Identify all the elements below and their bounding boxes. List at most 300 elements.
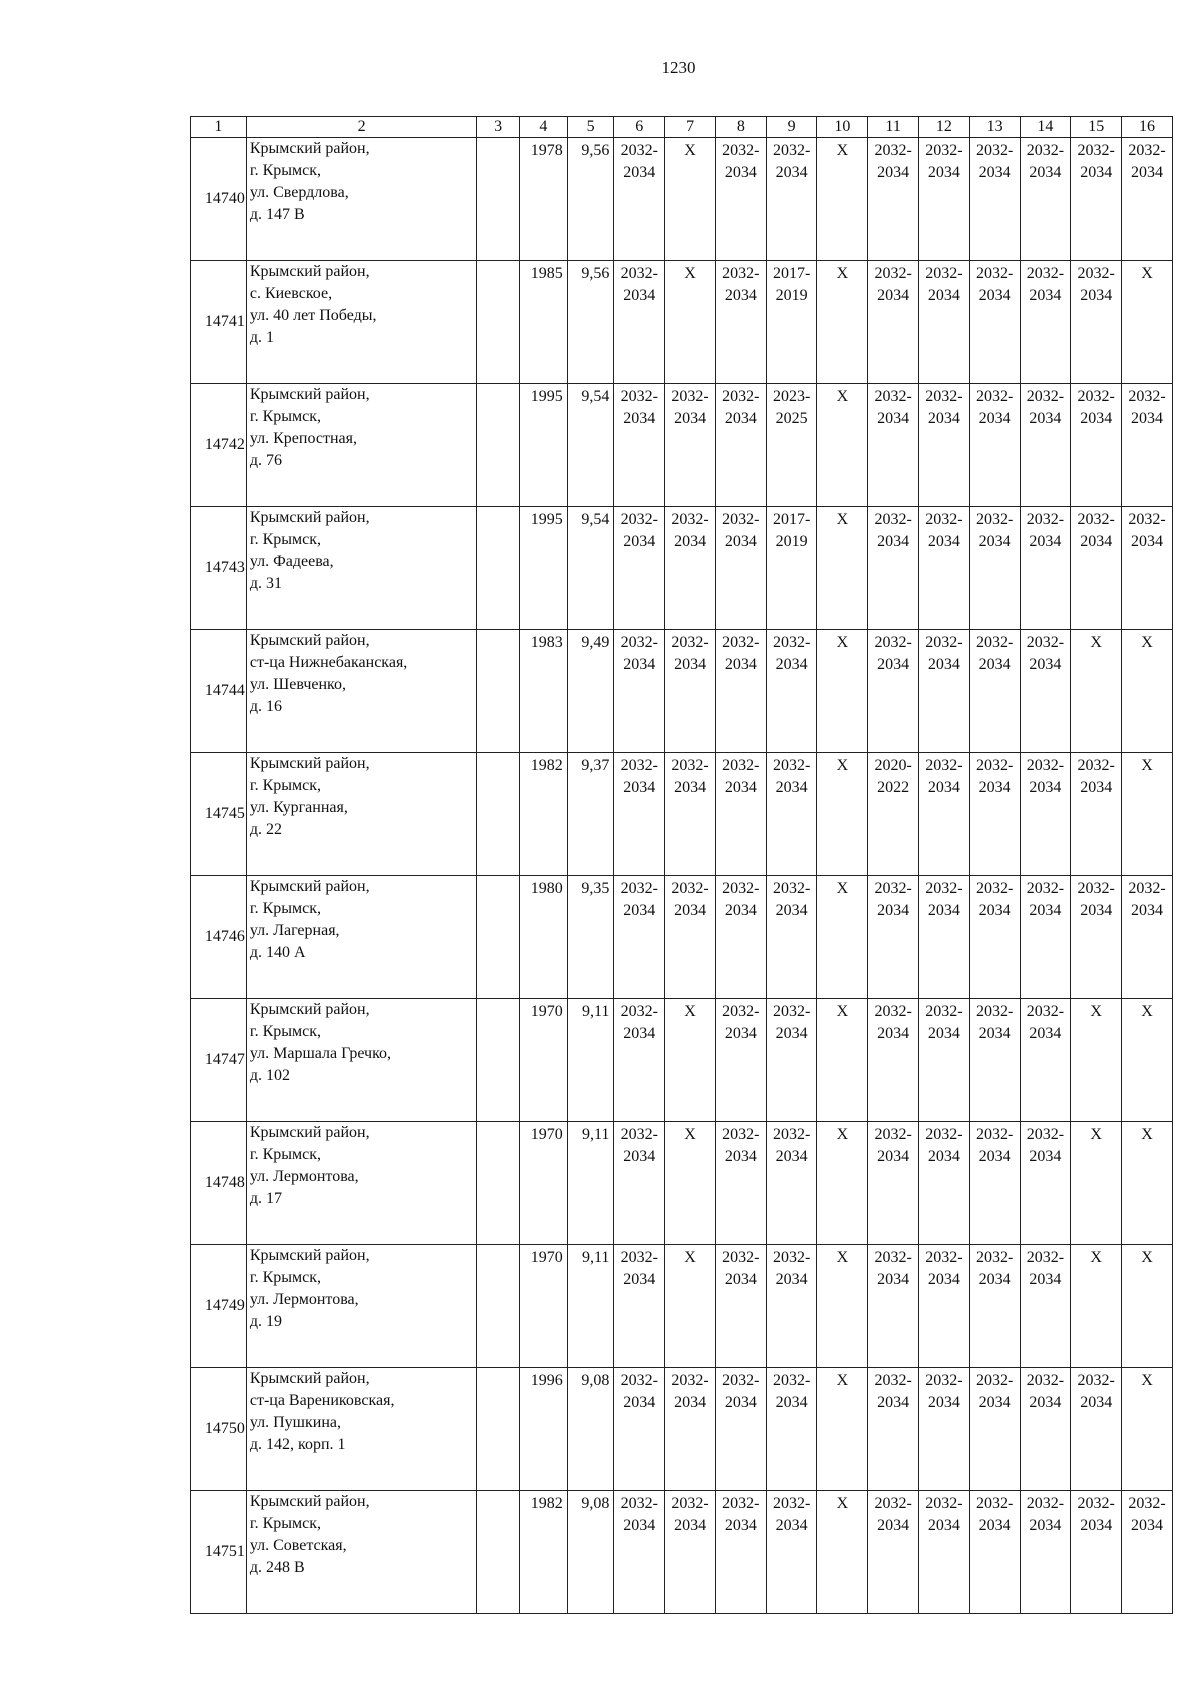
period-cell-col-14 <box>1020 138 1071 261</box>
period-start: 2032- <box>976 634 1014 651</box>
period-start: 2032- <box>772 1249 811 1266</box>
address-line: ул. 40 лет Победы, <box>249 307 377 324</box>
period-cell-col-12 <box>919 138 970 261</box>
period-end: 2034 <box>978 410 1011 427</box>
column-header-12: 12 <box>919 117 970 138</box>
column-header-10: 10 <box>817 117 868 138</box>
address-line: г. Крымск, <box>249 1269 322 1286</box>
period-start: 2032- <box>874 1495 912 1512</box>
period-end: 2034 <box>623 1148 656 1165</box>
address-line: Крымский район, <box>249 386 370 403</box>
table-row <box>191 138 1173 261</box>
period-end: 2034 <box>623 164 656 181</box>
period-end: 2034 <box>927 1148 960 1165</box>
period-cell-col-15 <box>1071 753 1122 876</box>
period-end: 2034 <box>978 779 1011 796</box>
period-end: 2034 <box>623 1025 656 1042</box>
period-end: 2034 <box>978 164 1011 181</box>
period-end: 2034 <box>724 1517 757 1534</box>
period-start: 2032- <box>925 1495 963 1512</box>
period-start: 2032- <box>976 1003 1014 1020</box>
table-row <box>191 630 1173 753</box>
address-line: д. 22 <box>249 821 282 838</box>
address-cell <box>246 1122 477 1245</box>
period-cell-col-13 <box>969 753 1020 876</box>
period-start: 2032- <box>925 634 963 651</box>
period-cell-col-11 <box>868 1368 919 1491</box>
header-row <box>191 117 1173 138</box>
period-start: 2032- <box>722 880 760 897</box>
period-end: 2034 <box>724 1148 757 1165</box>
value-cell: 9,54 <box>567 507 614 630</box>
period-end: 2034 <box>877 1148 910 1165</box>
period-cell-col-10: X <box>817 1245 868 1368</box>
period-start: 2020- <box>874 757 912 774</box>
period-start: 2032- <box>620 634 658 651</box>
period-cell-col-11 <box>868 630 919 753</box>
period-start: 2032- <box>976 757 1014 774</box>
period-cell-col-14 <box>1020 261 1071 384</box>
period-start: 2032- <box>976 880 1014 897</box>
value-cell: 9,37 <box>567 753 614 876</box>
table-row <box>191 876 1173 999</box>
period-cell-col-9 <box>766 1491 817 1614</box>
column-header-1: 1 <box>191 117 247 138</box>
period-cell-col-7 <box>665 876 716 999</box>
period-cell-col-13 <box>969 1491 1020 1614</box>
address-cell <box>246 1245 477 1368</box>
period-end: 2034 <box>1131 1517 1164 1534</box>
period-cell-col-15: X <box>1071 630 1122 753</box>
period-end: 2034 <box>927 902 960 919</box>
address-line: г. Крымск, <box>249 531 322 548</box>
period-end: 2034 <box>775 1271 808 1288</box>
period-end: 2034 <box>877 1394 910 1411</box>
column-3-cell <box>477 261 520 384</box>
period-end: 2034 <box>724 410 757 427</box>
period-end: 2034 <box>623 1394 656 1411</box>
period-cell-col-12 <box>919 261 970 384</box>
period-cell-col-16: X <box>1122 1368 1173 1491</box>
period-start: 2032- <box>1026 265 1065 282</box>
address-cell <box>246 630 477 753</box>
period-end: 2025 <box>775 410 808 427</box>
period-cell-col-15 <box>1071 138 1122 261</box>
column-3-cell <box>477 1491 520 1614</box>
period-cell-col-14 <box>1020 1368 1071 1491</box>
period-cell-col-14 <box>1020 753 1071 876</box>
period-cell-col-16 <box>1122 507 1173 630</box>
period-end: 2034 <box>927 779 960 796</box>
period-end: 2034 <box>978 656 1011 673</box>
address-cell <box>246 999 477 1122</box>
table-row <box>191 1122 1173 1245</box>
period-end: 2034 <box>1131 902 1164 919</box>
period-cell-col-8 <box>715 384 766 507</box>
column-3-cell <box>477 507 520 630</box>
period-end: 2034 <box>1029 902 1062 919</box>
period-end: 2034 <box>978 1148 1011 1165</box>
year-cell: 1996 <box>520 1368 568 1491</box>
period-start: 2032- <box>620 265 658 282</box>
period-start: 2032- <box>976 388 1014 405</box>
period-end: 2034 <box>724 779 757 796</box>
period-start: 2032- <box>1128 1495 1166 1512</box>
year-cell: 1995 <box>520 384 568 507</box>
column-header-2: 2 <box>246 117 477 138</box>
period-start: 2032- <box>722 1372 760 1389</box>
address-line: д. 102 <box>249 1067 290 1084</box>
period-cell-col-16: X <box>1122 630 1173 753</box>
period-end: 2034 <box>978 1271 1011 1288</box>
period-end: 2034 <box>1029 1148 1062 1165</box>
address-line: Крымский район, <box>249 263 370 280</box>
year-cell: 1995 <box>520 507 568 630</box>
period-start: 2032- <box>722 265 760 282</box>
period-cell-col-14 <box>1020 507 1071 630</box>
period-end: 2019 <box>775 533 808 550</box>
period-cell-col-11 <box>868 261 919 384</box>
value-cell: 9,56 <box>567 138 614 261</box>
period-start: 2032- <box>874 1372 912 1389</box>
period-start: 2032- <box>874 1126 912 1143</box>
period-end: 2034 <box>1029 779 1062 796</box>
table-row <box>191 999 1173 1122</box>
table-body <box>191 138 1173 1614</box>
period-start: 2032- <box>925 1003 963 1020</box>
period-cell-col-8 <box>715 876 766 999</box>
period-end: 2019 <box>775 287 808 304</box>
period-cell-col-10: X <box>817 630 868 753</box>
address-line: г. Крымск, <box>249 777 322 794</box>
period-start: 2032- <box>620 880 658 897</box>
period-start: 2032- <box>722 1003 760 1020</box>
period-start: 2032- <box>1077 388 1115 405</box>
period-start: 2032- <box>1026 1126 1065 1143</box>
period-cell-col-12 <box>919 1122 970 1245</box>
row-number: 14744 <box>191 630 247 753</box>
period-start: 2032- <box>976 142 1014 159</box>
period-cell-col-8 <box>715 1122 766 1245</box>
period-start: 2032- <box>772 1126 811 1143</box>
address-cell <box>246 384 477 507</box>
period-end: 2034 <box>927 533 960 550</box>
period-cell-col-9 <box>766 876 817 999</box>
period-cell-col-8 <box>715 630 766 753</box>
period-cell-col-14 <box>1020 999 1071 1122</box>
period-end: 2034 <box>978 287 1011 304</box>
column-header-6: 6 <box>614 117 665 138</box>
period-cell-col-14 <box>1020 1245 1071 1368</box>
period-cell-col-14 <box>1020 384 1071 507</box>
period-end: 2034 <box>724 287 757 304</box>
period-cell-col-12 <box>919 1245 970 1368</box>
period-start: 2032- <box>925 757 963 774</box>
address-cell <box>246 507 477 630</box>
address-line: г. Крымск, <box>249 162 322 179</box>
period-start: 2032- <box>976 265 1014 282</box>
period-start: 2032- <box>671 388 709 405</box>
address-line: г. Крымск, <box>249 1146 322 1163</box>
year-cell: 1978 <box>520 138 568 261</box>
period-cell-col-6 <box>614 261 665 384</box>
period-end: 2034 <box>1029 287 1062 304</box>
column-3-cell <box>477 138 520 261</box>
period-end: 2034 <box>674 1394 707 1411</box>
period-cell-col-7: X <box>665 1122 716 1245</box>
period-end: 2034 <box>623 533 656 550</box>
period-cell-col-6 <box>614 1245 665 1368</box>
period-start: 2032- <box>874 265 912 282</box>
row-number: 14745 <box>191 753 247 876</box>
period-start: 2032- <box>1026 1249 1065 1266</box>
row-number: 14743 <box>191 507 247 630</box>
address-line: г. Крымск, <box>249 1023 322 1040</box>
period-start: 2032- <box>772 1372 811 1389</box>
period-start: 2032- <box>772 757 811 774</box>
address-line: д. 16 <box>249 698 282 715</box>
period-cell-col-15 <box>1071 507 1122 630</box>
period-start: 2032- <box>772 634 811 651</box>
value-cell: 9,11 <box>567 999 614 1122</box>
period-start: 2032- <box>722 1495 760 1512</box>
period-cell-col-7: X <box>665 1245 716 1368</box>
period-end: 2034 <box>1080 410 1113 427</box>
address-line: ул. Крепостная, <box>249 430 357 447</box>
value-cell: 9,35 <box>567 876 614 999</box>
address-line: Крымский район, <box>249 1370 370 1387</box>
period-start: 2032- <box>1026 757 1065 774</box>
period-cell-col-11 <box>868 753 919 876</box>
address-line: Крымский район, <box>249 1493 370 1510</box>
period-start: 2032- <box>874 1249 912 1266</box>
period-end: 2034 <box>978 902 1011 919</box>
period-cell-col-8 <box>715 1245 766 1368</box>
period-cell-col-13 <box>969 1122 1020 1245</box>
period-end: 2034 <box>1131 533 1164 550</box>
period-end: 2034 <box>775 656 808 673</box>
period-end: 2034 <box>674 656 707 673</box>
period-end: 2034 <box>1080 902 1113 919</box>
period-end: 2034 <box>674 1517 707 1534</box>
address-line: Крымский район, <box>249 755 370 772</box>
period-start: 2032- <box>925 1249 963 1266</box>
period-cell-col-15 <box>1071 876 1122 999</box>
period-start: 2032- <box>874 1003 912 1020</box>
period-cell-col-14 <box>1020 1491 1071 1614</box>
period-cell-col-7 <box>665 1491 716 1614</box>
period-start: 2032- <box>1026 880 1065 897</box>
period-cell-col-16: X <box>1122 753 1173 876</box>
period-start: 2032- <box>620 1126 658 1143</box>
row-number: 14748 <box>191 1122 247 1245</box>
address-line: г. Крымск, <box>249 1515 322 1532</box>
period-cell-col-9 <box>766 138 817 261</box>
period-start: 2032- <box>874 511 912 528</box>
table-row <box>191 261 1173 384</box>
address-line: д. 19 <box>249 1313 282 1330</box>
period-start: 2032- <box>874 880 912 897</box>
address-line: ул. Шевченко, <box>249 676 346 693</box>
year-cell: 1970 <box>520 999 568 1122</box>
address-line: ул. Фадеева, <box>249 553 334 570</box>
period-start: 2032- <box>620 142 658 159</box>
period-end: 2034 <box>877 902 910 919</box>
period-cell-col-7 <box>665 753 716 876</box>
period-cell-col-15 <box>1071 1491 1122 1614</box>
period-end: 2034 <box>1080 287 1113 304</box>
period-end: 2034 <box>927 1517 960 1534</box>
period-cell-col-15: X <box>1071 999 1122 1122</box>
period-cell-col-13 <box>969 876 1020 999</box>
period-start: 2032- <box>1077 511 1115 528</box>
period-cell-col-10: X <box>817 1491 868 1614</box>
period-cell-col-12 <box>919 1368 970 1491</box>
period-cell-col-6 <box>614 999 665 1122</box>
period-cell-col-16 <box>1122 876 1173 999</box>
housing-register-table <box>190 116 1173 1614</box>
period-cell-col-8 <box>715 138 766 261</box>
address-line: ст-ца Нижнебаканская, <box>249 654 408 671</box>
column-3-cell <box>477 753 520 876</box>
period-end: 2034 <box>927 410 960 427</box>
period-start: 2032- <box>925 880 963 897</box>
period-cell-col-6 <box>614 1122 665 1245</box>
period-start: 2032- <box>1128 388 1166 405</box>
period-end: 2034 <box>1029 656 1062 673</box>
column-3-cell <box>477 876 520 999</box>
period-cell-col-14 <box>1020 876 1071 999</box>
address-line: Крымский район, <box>249 878 370 895</box>
period-end: 2034 <box>1080 1517 1113 1534</box>
period-cell-col-9 <box>766 261 817 384</box>
period-cell-col-14 <box>1020 1122 1071 1245</box>
period-end: 2034 <box>877 1025 910 1042</box>
address-line: ул. Маршала Гречко, <box>249 1045 392 1062</box>
period-end: 2034 <box>1029 533 1062 550</box>
address-line: д. 1 <box>249 329 274 346</box>
row-number: 14751 <box>191 1491 247 1614</box>
period-start: 2032- <box>1077 1495 1115 1512</box>
address-line: Крымский район, <box>249 1001 370 1018</box>
period-start: 2017- <box>772 265 811 282</box>
period-cell-col-16: X <box>1122 999 1173 1122</box>
column-header-3: 3 <box>477 117 520 138</box>
period-cell-col-9 <box>766 753 817 876</box>
period-end: 2034 <box>877 1271 910 1288</box>
address-cell <box>246 1491 477 1614</box>
period-start: 2032- <box>1026 1372 1065 1389</box>
period-end: 2034 <box>978 1394 1011 1411</box>
address-line: Крымский район, <box>249 1124 370 1141</box>
period-start: 2032- <box>925 142 963 159</box>
period-cell-col-6 <box>614 138 665 261</box>
period-end: 2034 <box>623 1271 656 1288</box>
period-cell-col-11 <box>868 876 919 999</box>
address-line: ул. Лермонтова, <box>249 1291 359 1308</box>
column-3-cell <box>477 1245 520 1368</box>
column-3-cell <box>477 1122 520 1245</box>
period-cell-col-13 <box>969 507 1020 630</box>
column-header-16: 16 <box>1122 117 1173 138</box>
period-cell-col-13 <box>969 261 1020 384</box>
period-cell-col-10: X <box>817 138 868 261</box>
period-cell-col-7: X <box>665 261 716 384</box>
address-line: д. 142, корп. 1 <box>249 1436 346 1453</box>
address-line: г. Крымск, <box>249 900 322 917</box>
period-cell-col-10: X <box>817 753 868 876</box>
period-end: 2034 <box>1080 533 1113 550</box>
period-cell-col-8 <box>715 1368 766 1491</box>
period-cell-col-12 <box>919 753 970 876</box>
period-cell-col-8 <box>715 261 766 384</box>
period-end: 2034 <box>927 1271 960 1288</box>
period-end: 2034 <box>877 287 910 304</box>
period-start: 2032- <box>1077 265 1115 282</box>
period-cell-col-11 <box>868 1245 919 1368</box>
period-start: 2032- <box>620 1003 658 1020</box>
period-start: 2032- <box>772 1003 811 1020</box>
period-start: 2032- <box>925 388 963 405</box>
address-cell <box>246 1368 477 1491</box>
period-start: 2017- <box>772 511 811 528</box>
period-cell-col-6 <box>614 630 665 753</box>
period-cell-col-16: X <box>1122 1122 1173 1245</box>
period-start: 2032- <box>1128 511 1166 528</box>
period-start: 2023- <box>772 388 811 405</box>
address-cell <box>246 138 477 261</box>
column-header-5: 5 <box>567 117 614 138</box>
column-3-cell <box>477 999 520 1122</box>
column-header-4: 4 <box>520 117 568 138</box>
period-start: 2032- <box>1026 634 1065 651</box>
row-number: 14747 <box>191 999 247 1122</box>
period-cell-col-13 <box>969 999 1020 1122</box>
period-start: 2032- <box>772 880 811 897</box>
period-end: 2034 <box>877 410 910 427</box>
period-start: 2032- <box>925 265 963 282</box>
period-start: 2032- <box>671 1372 709 1389</box>
period-cell-col-6 <box>614 384 665 507</box>
period-start: 2032- <box>1128 880 1166 897</box>
period-start: 2032- <box>925 1126 963 1143</box>
period-cell-col-9 <box>766 1368 817 1491</box>
column-header-7: 7 <box>665 117 716 138</box>
year-cell: 1983 <box>520 630 568 753</box>
period-cell-col-11 <box>868 384 919 507</box>
value-cell: 9,49 <box>567 630 614 753</box>
value-cell: 9,11 <box>567 1122 614 1245</box>
period-cell-col-10: X <box>817 261 868 384</box>
period-cell-col-11 <box>868 138 919 261</box>
address-line: д. 248 В <box>249 1559 305 1576</box>
period-start: 2032- <box>722 142 760 159</box>
period-start: 2032- <box>1077 142 1115 159</box>
period-end: 2034 <box>724 1025 757 1042</box>
period-start: 2032- <box>671 757 709 774</box>
period-start: 2032- <box>1026 1495 1065 1512</box>
period-end: 2034 <box>623 902 656 919</box>
period-start: 2032- <box>722 1126 760 1143</box>
table-row <box>191 1245 1173 1368</box>
period-cell-col-15: X <box>1071 1122 1122 1245</box>
period-cell-col-10: X <box>817 507 868 630</box>
period-cell-col-11 <box>868 999 919 1122</box>
period-end: 2034 <box>978 533 1011 550</box>
period-start: 2032- <box>1077 757 1115 774</box>
period-cell-col-6 <box>614 1491 665 1614</box>
period-end: 2034 <box>775 164 808 181</box>
